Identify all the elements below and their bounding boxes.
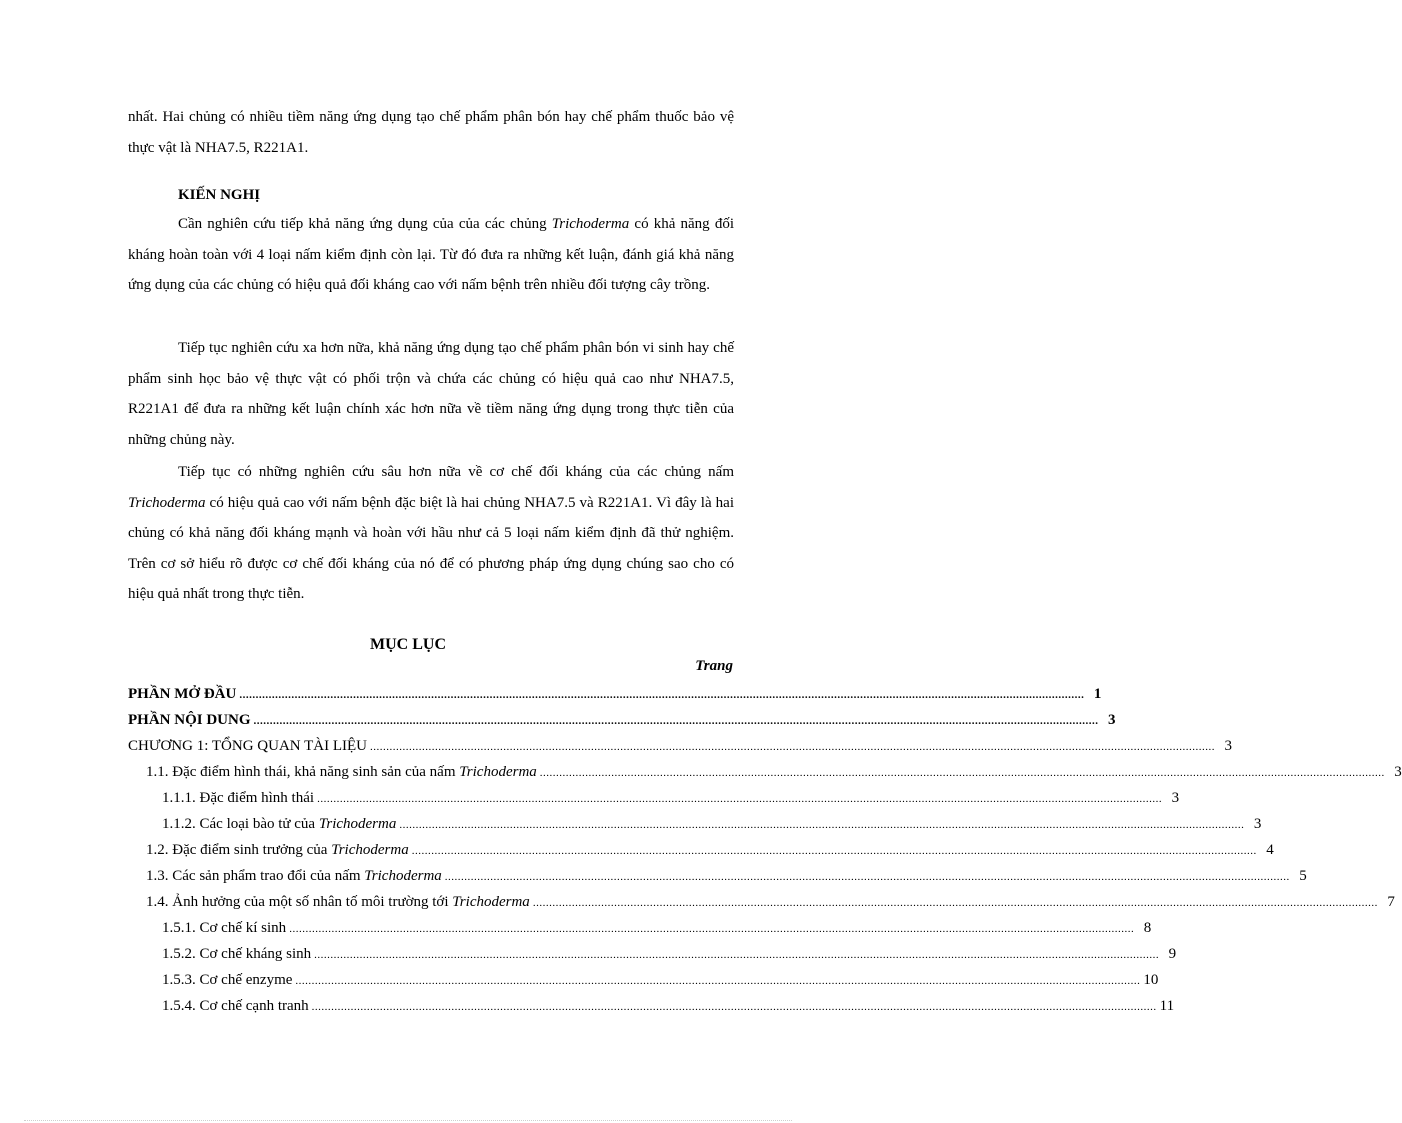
toc-entry-label: 1.5.4. Cơ chế cạnh tranh (162, 998, 309, 1014)
toc-entry-1-1[interactable] (146, 759, 1402, 785)
toc-leader-dots: .................................................................................................................................................................................................................................................................... (539, 767, 1385, 779)
toc-entry-label: 1.1. Đặc điểm hình thái, khả năng sinh sản của nấm Trichoderma (146, 764, 537, 780)
toc-entry-1-5-1[interactable] (162, 915, 1152, 941)
kien-nghi-heading: KIẾN NGHỊ (178, 187, 261, 203)
toc-entry-page: 3 (1108, 712, 1116, 728)
toc-leader-dots: .................................................................................................................................................................................................................................................................... (369, 741, 1215, 753)
toc-leader-dots: .................................................................................................................................................................................................................................................................... (444, 871, 1290, 883)
p2-text-italic: Trichoderma (551, 216, 630, 232)
toc-entry-label: CHƯƠNG 1: TỔNG QUAN TÀI LIỆU (128, 738, 367, 754)
toc-entry-label: 1.1.1. Đặc điểm hình thái (162, 790, 315, 806)
toc-entry-page: 5 (1299, 868, 1307, 884)
toc-page-header: Trang (695, 658, 733, 674)
toc-entry-page: 3 (1394, 764, 1402, 780)
paragraph-recommendation-3 (128, 457, 734, 610)
toc-entry-page: 1 (1093, 686, 1102, 702)
p2-text-a: Cần nghiên cứu tiếp khả năng ứng dụng của của các chủng (178, 216, 552, 232)
toc-entry-page: 3 (1253, 816, 1262, 832)
toc-leader-dots: .................................................................................................................................................................................................................................................................... (411, 845, 1257, 857)
toc-leader-dots: .................................................................................................................................................................................................................................................................... (311, 1001, 1157, 1013)
toc-title: MỤC LỤC (370, 636, 446, 653)
toc-entry-label: PHẦN MỞ ĐẦU (128, 686, 237, 702)
toc-leader-dots: .................................................................................................................................................................................................................................................................... (239, 689, 1085, 701)
toc-entry-phan-mo-dau[interactable] (128, 681, 1102, 707)
toc-entry-chuong-1[interactable] (128, 733, 1232, 759)
toc-leader-dots: .................................................................................................................................................................................................................................................................... (314, 949, 1160, 961)
toc-entry-page: 3 (1171, 790, 1180, 806)
toc-entry-1-2[interactable] (146, 837, 1274, 863)
toc-entry-label: PHẦN NỘI DUNG (128, 712, 251, 728)
toc-entry-label: 1.4. Ảnh hưởng của một số nhân tố môi trường tới Trichoderma (146, 894, 530, 910)
toc-entry-page: 4 (1266, 842, 1274, 858)
toc-entry-phan-noi-dung[interactable] (128, 707, 1116, 733)
toc-leader-dots: .................................................................................................................................................................................................................................................................... (295, 975, 1141, 987)
p4-text-a: Tiếp tục có những nghiên cứu sâu hơn nữa về cơ chế đối kháng của các chủng nấm (178, 464, 734, 480)
page-bottom-divider (24, 1120, 792, 1121)
toc-entry-1-1-1[interactable] (162, 785, 1180, 811)
toc-entry-label: 1.5.2. Cơ chế kháng sinh (162, 946, 312, 962)
toc-entry-label: 1.1.2. Các loại bào tử của Trichoderma (162, 816, 397, 832)
toc-leader-dots: .................................................................................................................................................................................................................................................................... (253, 715, 1099, 727)
p4-text-b: có hiệu quả cao với nấm bệnh đặc biệt là hai chủng NHA7.5 và R221A1. Vì đây là hai chủng có khả năng đối kháng mạnh và hoàn với hầu như cả 5 loại nấm kiểm định đã thử nghiệm. Trên cơ sở hiểu rõ được cơ chế đối kháng của nó để có phương pháp ứng dụng chúng sao cho có hiệu quả nhất trong thực tiễn. (128, 494, 734, 602)
toc-entry-label: 1.5.1. Cơ chế kí sinh (162, 920, 287, 936)
toc-entry-page: 11 (1159, 998, 1175, 1014)
toc-entry-1-4[interactable] (146, 889, 1395, 915)
toc-entry-page: 3 (1224, 738, 1232, 754)
toc-entry-page: 10 (1143, 972, 1159, 988)
toc-entry-page: 9 (1168, 946, 1177, 962)
toc-entry-label: 1.3. Các sản phẩm trao đổi của nấm Trichoderma (146, 868, 442, 884)
paragraph-conclusion-end: nhất. Hai chủng có nhiều tiềm năng ứng dụng tạo chế phẩm phân bón hay chế phẩm thuốc bảo vệ thực vật là NHA7.5, R221A1. (128, 109, 734, 156)
toc-entry-1-5-3[interactable] (162, 967, 1159, 993)
toc-leader-dots: .................................................................................................................................................................................................................................................................... (532, 897, 1378, 909)
p2-text-b: có khả năng đối kháng hoàn toàn với 4 loại nấm kiểm định còn lại. Từ đó đưa ra những kết luận, đánh giá khả năng ứng dụng của các chủng có hiệu quả đối kháng cao với nấm bệnh trên nhiều đối tượng cây trồng. (128, 216, 734, 293)
toc-entry-label: 1.2. Đặc điểm sinh trưởng của Trichoderma (146, 842, 409, 858)
paragraph-recommendation-1 (128, 209, 734, 301)
toc-entry-1-1-2[interactable] (162, 811, 1262, 837)
toc-entry-page: 7 (1387, 894, 1395, 910)
toc-leader-dots: .................................................................................................................................................................................................................................................................... (399, 819, 1245, 831)
toc-entry-page: 8 (1143, 920, 1152, 936)
toc-entry-1-3[interactable] (146, 863, 1307, 889)
paragraph-recommendation-2: Tiếp tục nghiên cứu xa hơn nữa, khả năng ứng dụng tạo chế phẩm phân bón vi sinh hay chế phẩm sinh học bảo vệ thực vật có phối trộn và chứa các chủng có hiệu quả cao như NHA7.5, R221A1 để đưa ra những kết luận chính xác hơn nữa về tiềm năng ứng dụng trong thực tiễn của những chủng này. (128, 340, 734, 448)
toc-leader-dots: .................................................................................................................................................................................................................................................................... (317, 793, 1163, 805)
toc-entry-1-5-2[interactable] (162, 941, 1177, 967)
toc-entry-label: 1.5.3. Cơ chế enzyme (162, 972, 293, 988)
p4-text-italic: Trichoderma (128, 494, 206, 511)
toc-entry-1-5-4[interactable] (162, 993, 1175, 1019)
toc-leader-dots: .................................................................................................................................................................................................................................................................... (289, 923, 1135, 935)
